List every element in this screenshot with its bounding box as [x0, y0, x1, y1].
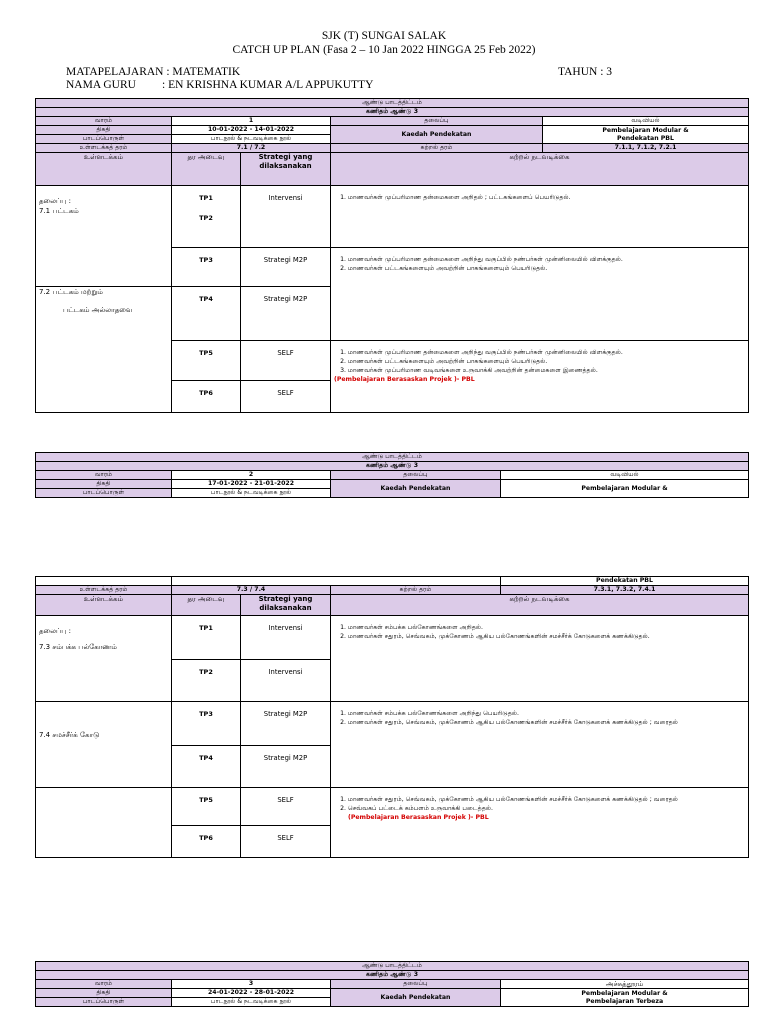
year-label: TAHUN : 3: [558, 66, 613, 78]
week-label: வாரம்: [36, 117, 172, 126]
strategy-cell: Intervensi: [241, 186, 331, 248]
activity-item: 2. மாணவர்கள் பட்டகங்களையும் அவற்றின் பாகங்களையும் பெயரிடுதல்.: [348, 358, 745, 366]
week2-header-table: [35, 452, 749, 498]
strategy-cell: Intervensi: [241, 660, 331, 702]
textbook-value: பாடநூல் & நடவடிக்கை நூல்: [172, 998, 331, 1007]
tp2: TP2: [199, 214, 213, 222]
activity-header: கற்றல் நடவடிக்கை: [331, 153, 749, 186]
pbl-note: (Pembelajaran Berasaskan Projek )- PBL: [348, 814, 489, 821]
strategy-cell: Intervensi: [241, 616, 331, 660]
strategy-header: Strategi yang dilaksanakan: [241, 595, 331, 616]
textbook-label: பாடப்பொருள்: [36, 135, 172, 144]
activity-cell: [331, 186, 749, 248]
tp-level: TP6: [172, 381, 241, 413]
theme-label: தலைப்பு: [331, 117, 543, 126]
week1-plan-table: [35, 98, 749, 413]
theme-label: தலைப்பு: [331, 471, 501, 480]
strategy-cell: Strategi M2P: [241, 248, 331, 287]
topic-heading: தலைப்பு :: [39, 627, 71, 635]
strategy-cell: SELF: [241, 826, 331, 858]
plan-header: ஆண்டு பாடத்திட்டம்: [36, 962, 749, 971]
learning-std-label: கற்றல் தரம்: [331, 586, 501, 595]
method-terbeza: Pembelajaran Terbeza: [585, 997, 664, 1005]
textbook-label: பாடப்பொருள்: [36, 998, 172, 1007]
strategy-cell: SELF: [241, 788, 331, 826]
strategy-cell: Strategi M2P: [241, 287, 331, 341]
school-name: SJK (T) SUNGAI SALAK: [321, 30, 447, 42]
pbl-note: (Pembelajaran Berasaskan Projek )- PBL: [334, 376, 475, 383]
tp-header: தர அடைவு: [172, 595, 241, 616]
date-label: திகதி: [36, 126, 172, 135]
date-value: 17-01-2022 - 21-01-2022: [172, 480, 331, 489]
topic-7-2: 7.2 பட்டகம் மற்றும்: [39, 288, 103, 296]
content-std-value: 7.1 / 7.2: [172, 144, 331, 153]
activity-item: 1. மாணவர்கள் சம்பக்க பல்கோணங்களை அறிந்து பெயரிடுதல்.: [348, 710, 745, 718]
theme-value: வடிவியல்: [543, 117, 749, 126]
method-modular: Pembelajaran Modular &: [602, 126, 689, 134]
teacher-label: NAMA GURU: [66, 79, 136, 91]
activity-item: 1. மாணவர்கள் முப்பரிமாண தன்மைகளை அறிந்து வகுப்பில் நண்பர்கள் முன்னிலையில் விளக்குதல்.: [348, 256, 745, 264]
tp-header: தர அடைவு: [172, 153, 241, 186]
textbook-value: பாடநூல் & நடவடிக்கை நூல்: [172, 135, 331, 144]
tp-level: TP5: [172, 341, 241, 381]
strategy-header: Strategi yang dilaksanakan: [241, 153, 331, 186]
activity-cell: [331, 616, 749, 702]
activity-cell: [331, 248, 749, 341]
subject-year-header: கணிதம் ஆண்டு 3: [36, 462, 749, 471]
week-value: 3: [172, 980, 331, 989]
method-label: Kaedah Pendekatan: [331, 989, 501, 1007]
method-pbl: Pendekatan PBL: [617, 134, 674, 142]
tp1: TP1: [199, 194, 213, 202]
week-label: வாரம்: [36, 471, 172, 480]
content-std-label: உள்ளடக்கத் தரம்: [36, 586, 172, 595]
tp-level: TP3: [172, 702, 241, 746]
date-label: திகதி: [36, 480, 172, 489]
tp-level: TP3: [172, 248, 241, 287]
activity-item: 3. மாணவர்கள் முப்பரிமாண வடிவங்களை உருவாக்கி அவற்றின் தன்மைகளை இணைத்தல்.: [348, 367, 745, 375]
week-label: வாரம்: [36, 980, 172, 989]
topic-heading: தலைப்பு :: [39, 197, 71, 205]
subject-label: MATAPELAJARAN : MATEMATIK: [66, 66, 241, 78]
activity-item: 1. மாணவர்கள் முப்பரிமாண தன்மைகளை அறிதல் ; பட்டகங்களைப் பெயரிடுதல்.: [348, 194, 745, 202]
topic-7-4: 7.4 சமச்சீர்க் கோடு: [39, 731, 100, 739]
activity-item: 2. மாணவர்கள் பட்டகங்களையும் அவற்றின் பாகங்களையும் பெயரிடுதல்.: [348, 265, 745, 273]
theme-label: தலைப்பு: [331, 980, 501, 989]
content-header: உள்ளடக்கம்: [36, 595, 172, 616]
topic-7-3: 7.3 சம்பக்க பல்கோணம்: [39, 643, 117, 651]
content-header: உள்ளடக்கம்: [36, 153, 172, 186]
theme-value: அச்சுத்தூரம்: [501, 980, 749, 989]
week-value: 1: [172, 117, 331, 126]
topic-cell: [36, 287, 172, 413]
activity-item: 2. மாணவர்கள் சதுரம், செவ்வகம், முக்கோணம் ஆகிய பல்கோணங்களின் சமச்சீர்க் கோடுகளைக் கணக்கிடுதல்.: [348, 633, 745, 641]
method-label: Kaedah Pendekatan: [331, 126, 543, 144]
date-value: 24-01-2022 - 28-01-2022: [172, 989, 331, 998]
topic-cell: [36, 702, 172, 788]
topic-7-2-b: பட்டகம் அல்லாதவை: [63, 306, 133, 314]
activity-item: 1. மாணவர்கள் சதுரம், செவ்வகம், முக்கோணம் ஆகிய பல்கோணங்களின் சமச்சீர்க் கோடுகளைக் கணக்கிடுதல் ; வரைதல்: [348, 796, 745, 804]
date-value: 10-01-2022 - 14-01-2022: [172, 126, 331, 135]
activity-item: 2. செவ்வகப் பட்டைக் கம்பளம் உருவாக்கி படைத்தல்.: [348, 805, 745, 813]
learning-std-value: 7.1.1, 7.1.2, 7.2.1: [543, 144, 749, 153]
plan-title: CATCH UP PLAN (Fasa 2 – 10 Jan 2022 HINGGA 25 Feb 2022): [232, 44, 536, 56]
plan-header: ஆண்டு பாடத்திட்டம்: [36, 453, 749, 462]
learning-std-value: 7.3.1, 7.3.2, 7.4.1: [501, 586, 749, 595]
week-value: 2: [172, 471, 331, 480]
content-std-label: உள்ளடக்கத் தரம்: [36, 144, 172, 153]
tp-level: TP4: [172, 287, 241, 341]
method-value: Pembelajaran Modular &: [501, 480, 749, 498]
topic-cell: [36, 186, 172, 287]
teacher-value: : EN KRISHNA KUMAR A/L APPUKUTTY: [162, 79, 374, 91]
topic-7-1: 7.1 பட்டகம்: [39, 207, 79, 215]
method-value: [501, 989, 749, 1007]
tp-level: TP4: [172, 746, 241, 788]
activity-header: கற்றல் நடவடிக்கை: [331, 595, 749, 616]
tp-level: TP6: [172, 826, 241, 858]
subject-year-header: கணிதம் ஆண்டு 3: [36, 971, 749, 980]
tp-level: TP1: [172, 616, 241, 660]
activity-cell: [331, 702, 749, 788]
theme-value: வடிவியல்: [501, 471, 749, 480]
activity-cell: [331, 788, 749, 858]
activity-item: 1. மாணவர்கள் சம்பக்க பல்கோணங்களை அறிதல்.: [348, 624, 745, 632]
topic-cell: [36, 616, 172, 702]
method-value: [543, 126, 749, 144]
plan-header: ஆண்டு பாடத்திட்டம்: [36, 99, 749, 108]
tp-level: [172, 186, 241, 248]
subject-year-header: கணிதம் ஆண்டு 3: [36, 108, 749, 117]
activity-cell: [331, 341, 749, 413]
method-pbl: Pendekatan PBL: [501, 577, 749, 586]
strategy-cell: Strategi M2P: [241, 746, 331, 788]
tp-level: TP5: [172, 788, 241, 826]
method-modular: Pembelajaran Modular &: [581, 989, 668, 997]
method-label: Kaedah Pendekatan: [331, 480, 501, 498]
activity-item: 1. மாணவர்கள் முப்பரிமாண தன்மைகளை அறிந்து வகுப்பில் நண்பர்கள் முன்னிலையில் விளக்குதல்.: [348, 349, 745, 357]
strategy-cell: SELF: [241, 381, 331, 413]
tp-level: TP2: [172, 660, 241, 702]
week3-header-table: [35, 961, 749, 1007]
content-std-value: 7.3 / 7.4: [172, 586, 331, 595]
activity-item: 2. மாணவர்கள் சதுரம், செவ்வகம், முக்கோணம் ஆகிய பல்கோணங்களின் சமச்சீர்க் கோடுகளைக் கணக்கிடுதல் ; வரைதல்: [348, 719, 745, 727]
learning-std-label: கற்றல் தரம்: [331, 144, 543, 153]
strategy-cell: SELF: [241, 341, 331, 381]
week2-body-table: [35, 576, 749, 858]
textbook-value: பாடநூல் & நடவடிக்கை நூல்: [172, 489, 331, 498]
date-label: திகதி: [36, 989, 172, 998]
textbook-label: பாடப்பொருள்: [36, 489, 172, 498]
strategy-cell: Strategi M2P: [241, 702, 331, 746]
